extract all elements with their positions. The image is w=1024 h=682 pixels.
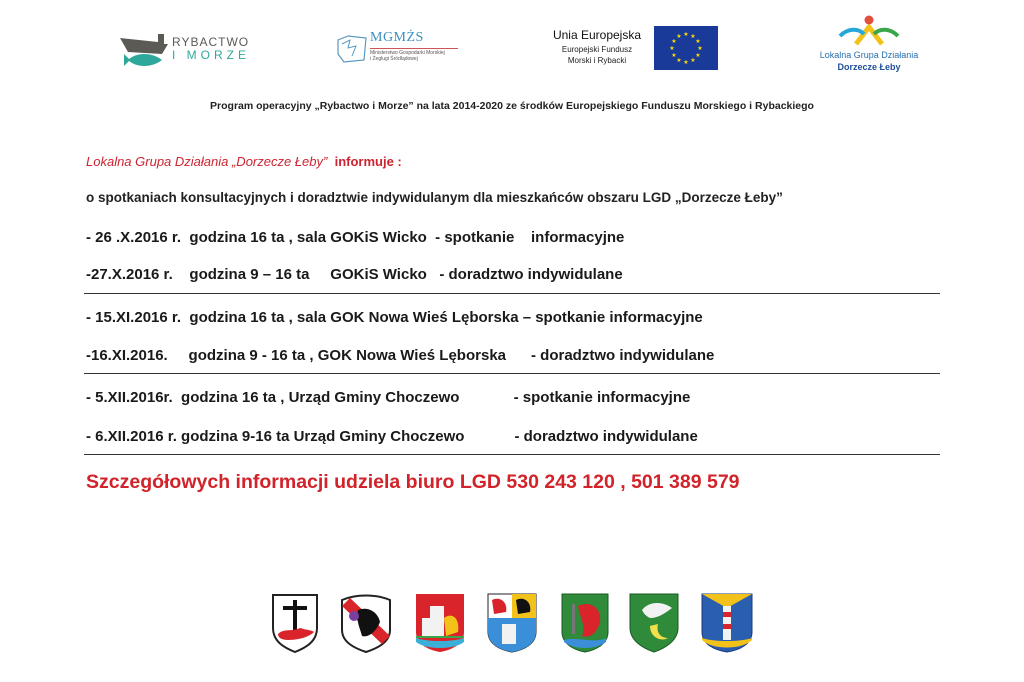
mgmzs-line1: Ministerstwo Gospodarki Morskiej bbox=[370, 50, 445, 56]
eu-line2: Morski i Rybacki bbox=[567, 56, 627, 65]
svg-text:★: ★ bbox=[683, 59, 689, 66]
lead-informs: informuje : bbox=[327, 154, 402, 169]
svg-text:★: ★ bbox=[695, 38, 701, 45]
crest-griffin-diagonal-icon bbox=[338, 592, 388, 654]
divider bbox=[84, 454, 940, 455]
rybactwo-line2: I MORZE bbox=[172, 48, 250, 62]
crest-cross-griffin-icon bbox=[270, 592, 320, 654]
eu-flag-icon bbox=[654, 26, 718, 70]
svg-text:★: ★ bbox=[683, 31, 689, 38]
boat-fish-icon bbox=[118, 30, 170, 70]
lead-heading bbox=[86, 154, 402, 169]
event-item: -16.XI.2016. godzina 9 - 16 ta , GOK Nowa Wieś Lęborska - doradztwo indywidulane bbox=[86, 347, 715, 364]
logo-rybactwo-i-morze bbox=[118, 30, 258, 70]
event-item: -27.X.2016 r. godzina 9 – 16 ta GOKiS Wicko - doradztwo indywidulane bbox=[86, 266, 623, 283]
svg-text:★: ★ bbox=[690, 57, 696, 64]
event-item: - 26 .X.2016 r. godzina 16 ta , sala GOKiS Wicko - spotkanie informacyjne bbox=[86, 229, 625, 246]
program-caption: Program operacyjny „Rybactwo i Morze” na lata 2014-2020 ze środków Europejskiego Funduszu Morskiego i Rybackiego bbox=[210, 100, 814, 112]
svg-text:★: ★ bbox=[676, 57, 682, 64]
svg-text:★: ★ bbox=[671, 38, 677, 45]
crest-green-griffin-key-icon bbox=[560, 592, 610, 654]
crest-castle-lion-icon bbox=[414, 592, 464, 654]
svg-text:★: ★ bbox=[671, 52, 677, 59]
logo-lgd-dorzecze-leby bbox=[804, 14, 934, 76]
intro-line: o spotkaniach konsultacyjnych i doradztwie indywidulanym dla mieszkańców obszaru LGD „Dorzecze Łeby” bbox=[86, 190, 783, 205]
event-item: - 15.XI.2016 r. godzina 16 ta , sala GOK Nowa Wieś Lęborska – spotkanie informacyjne bbox=[86, 309, 703, 326]
map-outline-icon bbox=[336, 34, 368, 64]
svg-text:★: ★ bbox=[669, 45, 675, 52]
event-item: - 5.XII.2016r. godzina 16 ta , Urząd Gminy Choczewo - spotkanie informacyjne bbox=[86, 389, 691, 406]
lgd-emblem-icon bbox=[834, 14, 904, 50]
crest-green-griffin-moon-icon bbox=[628, 592, 678, 654]
svg-text:★: ★ bbox=[676, 33, 682, 40]
lgd-line1: Lokalna Grupa Działania bbox=[819, 50, 919, 60]
eu-fund-label bbox=[542, 28, 652, 65]
lead-organization: Lokalna Grupa Działania „Dorzecze Łeby” bbox=[86, 154, 328, 169]
eu-line1: Europejski Fundusz bbox=[561, 45, 633, 54]
mgmzs-line2: i Żeglugi Śródlądowej bbox=[370, 56, 418, 62]
crest-quartered-griffins-icon bbox=[486, 592, 536, 654]
crest-lighthouse-icon bbox=[700, 592, 750, 654]
divider bbox=[84, 373, 940, 374]
svg-text:★: ★ bbox=[690, 33, 696, 40]
eu-title: Unia Europejska bbox=[552, 28, 642, 42]
rybactwo-line1: RYBACTWO bbox=[172, 35, 250, 49]
lgd-line2: Dorzecze Łeby bbox=[837, 62, 901, 72]
mgmzs-abbr: MGMŻS bbox=[370, 30, 424, 45]
divider bbox=[84, 293, 940, 294]
event-item: - 6.XII.2016 r. godzina 9-16 ta Urząd Gminy Choczewo - doradztwo indywidulane bbox=[86, 428, 698, 445]
contact-line: Szczegółowych informacji udziela biuro LGD 530 243 120 , 501 389 579 bbox=[86, 471, 740, 493]
logo-mgmzs bbox=[336, 30, 466, 70]
svg-text:★: ★ bbox=[697, 45, 703, 52]
svg-text:★: ★ bbox=[695, 52, 701, 59]
